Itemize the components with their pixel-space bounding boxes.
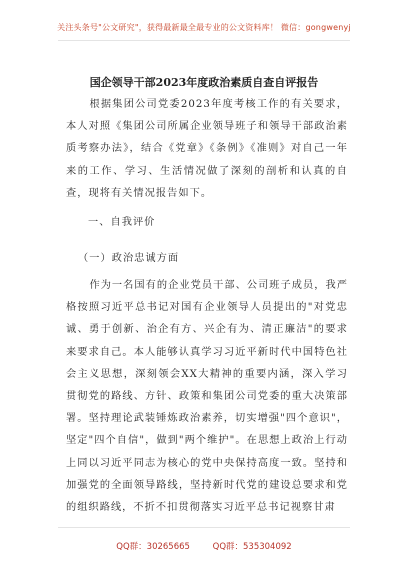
subsection-heading: （一）政治忠诚方面	[78, 253, 180, 264]
footer	[0, 540, 408, 552]
footer-qq-group-2: QQ群：535304092	[212, 542, 292, 552]
body-paragraph: 作为一名国有的企业党员干部、公司班子成员，我严格按照习近平总书记对国有企业领导人员提出的"对党忠诚、勇于创新、治企有方、兴企有为、清正廉洁"的要求来要求自己。本人能够认真学习习近平新时代中国特色社会主义思想，深刻领会XX大精神的重要内涵，深入学习贯彻党的路线、方针、政策和集团公司党委的重大决策部署。坚持理论武装锤炼政治素养，切实增强"四个意识"，坚定"四个自信"，做到"两个维护"。在思想上政治上行动上同以习近平同志为核心的党中央保持高度一致。坚持和加强党的全面领导路线，坚持新时代党的建设总要求和党的组织路线，不折不扣贯彻落实习近平总书记视察甘肃	[66, 280, 348, 514]
header-banner: 关注头条号"公文研究"，获得最新最全最专业的公文资料库！ 微信：gongwenyj	[57, 23, 351, 32]
document-title: 国企领导干部2023年度政治素质自查自评报告	[89, 76, 319, 89]
footer-qq-group-1: QQ群：30265665	[116, 542, 190, 552]
footer-divider	[58, 527, 350, 528]
section-heading: 一、自我评价	[88, 217, 156, 228]
header-divider	[58, 40, 350, 41]
intro-paragraph: 根据集团公司党委2023年度考核工作的有关要求，本人对照《集团公司所属企业领导班子和领导干部政治素质考察办法》，结合《党章》《条例》《准则》对自己一年来的工作、学习、生活情况做了深刻的剖析和认真的自查，现将有关情况报告如下。	[66, 99, 348, 199]
